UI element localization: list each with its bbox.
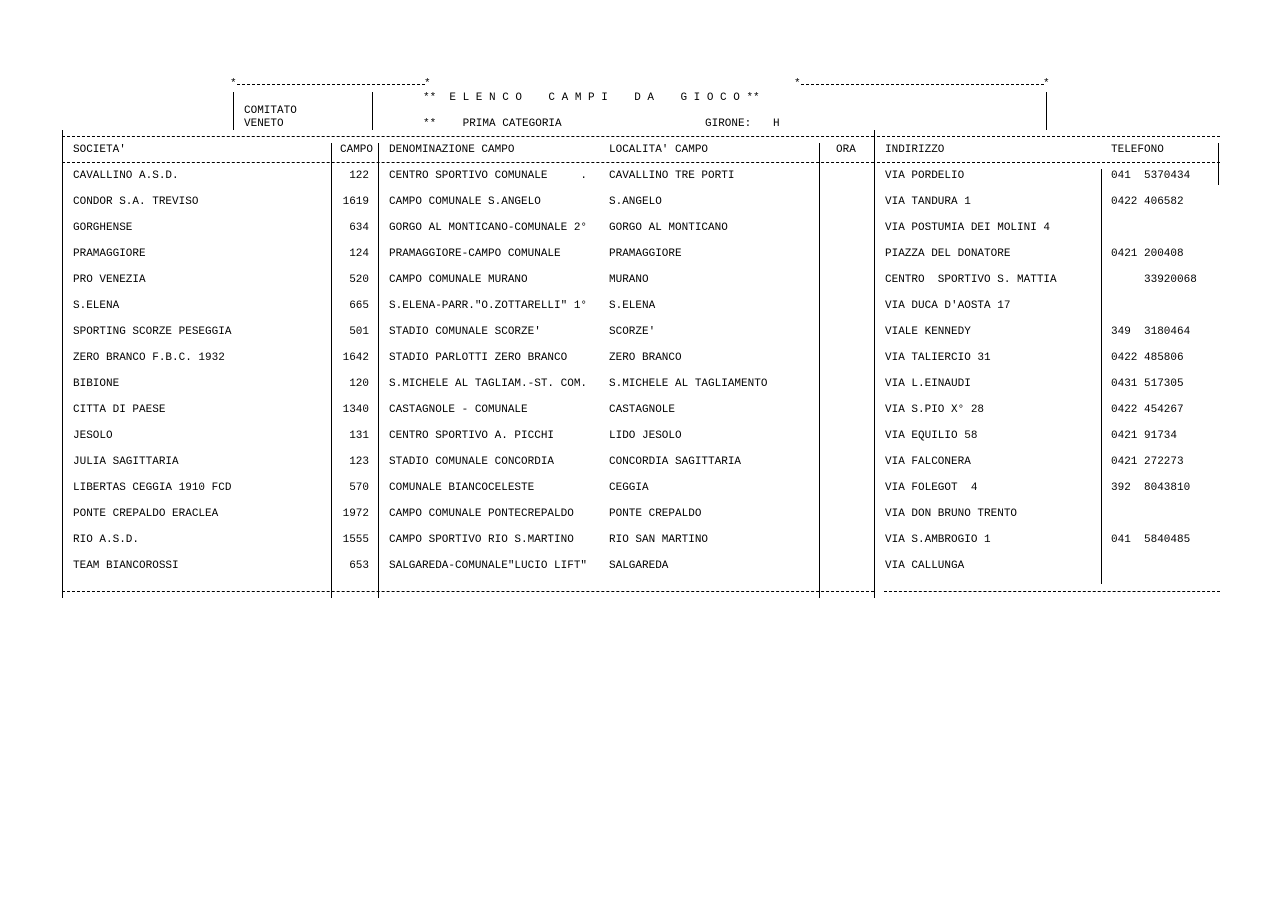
cell-campo: 123 xyxy=(349,456,369,468)
cell-indirizzo: VIA S.AMBROGIO 1 xyxy=(885,534,991,546)
cell-denominazione: S.ELENA-PARR."O.ZOTTARELLI" 1° xyxy=(389,300,588,312)
cell-campo: 1340 xyxy=(342,404,369,416)
cell-denominazione: CENTRO SPORTIVO A. PICCHI xyxy=(389,430,555,442)
cell-telefono: 0421 91734 xyxy=(1111,430,1178,442)
cell-localita: RIO SAN MARTINO xyxy=(609,534,709,546)
cell-societa: RIO A.S.D. xyxy=(73,534,140,546)
cell-localita: S.MICHELE AL TAGLIAMENTO xyxy=(609,378,768,390)
cell-denominazione: CASTAGNOLE - COMUNALE xyxy=(389,404,528,416)
col-header-campo: CAMPO xyxy=(340,144,374,156)
cell-indirizzo: VIA TALIERCIO 31 xyxy=(885,352,991,364)
girone-label: GIRONE: xyxy=(705,118,752,130)
cell-campo: 520 xyxy=(349,274,369,286)
cell-telefono: 0421 272273 xyxy=(1111,456,1184,468)
cell-indirizzo: VIA TANDURA 1 xyxy=(885,196,971,208)
table-top-rule xyxy=(62,136,874,137)
cell-campo: 131 xyxy=(349,430,369,442)
col-border-indirizzo xyxy=(1101,169,1102,584)
comitato-label: COMITATO xyxy=(244,105,297,117)
cell-campo: 1555 xyxy=(342,534,369,546)
cell-indirizzo: VIALE KENNEDY xyxy=(885,326,971,338)
cell-localita: CONCORDIA SAGITTARIA xyxy=(609,456,742,468)
cell-denominazione: STADIO COMUNALE CONCORDIA xyxy=(389,456,555,468)
cell-societa: ZERO BRANCO F.B.C. 1932 xyxy=(73,352,225,364)
cell-telefono: 0422 454267 xyxy=(1111,404,1184,416)
cell-societa: BIBIONE xyxy=(73,378,120,390)
cell-societa: PRO VENEZIA xyxy=(73,274,146,286)
cell-denominazione: CENTRO SPORTIVO COMUNALE . xyxy=(389,170,588,182)
cell-societa: CITTA DI PAESE xyxy=(73,404,166,416)
cell-indirizzo: VIA PORDELIO xyxy=(885,170,965,182)
table-top-rule-right xyxy=(877,136,1220,137)
comitato-region: VENETO xyxy=(244,118,284,130)
category-label: ** PRIMA CATEGORIA xyxy=(423,118,562,130)
cell-denominazione: S.MICHELE AL TAGLIAM.-ST. COM. xyxy=(389,378,588,390)
cell-campo: 634 xyxy=(349,222,369,234)
cell-indirizzo: VIA FOLEGOT 4 xyxy=(885,482,978,494)
col-border-ora xyxy=(874,130,875,598)
cell-localita: SALGAREDA xyxy=(609,560,669,572)
cell-denominazione: CAMPO COMUNALE S.ANGELO xyxy=(389,196,541,208)
cell-telefono: 041 5840485 xyxy=(1111,534,1191,546)
cell-denominazione: STADIO COMUNALE SCORZE' xyxy=(389,326,541,338)
header-bottom-rule xyxy=(62,162,874,163)
cell-indirizzo: VIA L.EINAUDI xyxy=(885,378,971,390)
cell-campo: 1619 xyxy=(342,196,369,208)
cell-campo: 570 xyxy=(349,482,369,494)
cell-denominazione: CAMPO COMUNALE PONTECREPALDO xyxy=(389,508,574,520)
cell-denominazione: COMUNALE BIANCOCELESTE xyxy=(389,482,535,494)
cell-localita: CASTAGNOLE xyxy=(609,404,676,416)
cell-campo: 1642 xyxy=(342,352,369,364)
col-header-telefono: TELEFONO xyxy=(1111,144,1164,156)
cell-telefono: 0421 200408 xyxy=(1111,248,1184,260)
cell-indirizzo: CENTRO SPORTIVO S. MATTIA xyxy=(885,274,1057,286)
cell-telefono: 041 5370434 xyxy=(1111,170,1191,182)
cell-telefono: 0422 485806 xyxy=(1111,352,1184,364)
col-border-campo xyxy=(378,143,379,598)
cell-indirizzo: VIA S.PIO X° 28 xyxy=(885,404,985,416)
cell-indirizzo: VIA FALCONERA xyxy=(885,456,971,468)
cell-localita: S.ELENA xyxy=(609,300,656,312)
cell-campo: 120 xyxy=(349,378,369,390)
col-header-indirizzo: INDIRIZZO xyxy=(885,144,945,156)
cell-denominazione: STADIO PARLOTTI ZERO BRANCO xyxy=(389,352,568,364)
cell-denominazione: CAMPO COMUNALE MURANO xyxy=(389,274,528,286)
cell-societa: TEAM BIANCOROSSI xyxy=(73,560,179,572)
cell-societa: JESOLO xyxy=(73,430,113,442)
header-bottom-rule-right xyxy=(877,162,1220,163)
page-title: ** E L E N C O C A M P I D A G I O C O ** xyxy=(423,92,760,104)
cell-campo: 665 xyxy=(349,300,369,312)
girone-value: H xyxy=(773,118,780,130)
header-top-rule-right xyxy=(801,84,1044,85)
header-right-border xyxy=(1046,92,1047,130)
cell-indirizzo: VIA CALLUNGA xyxy=(885,560,965,572)
cell-indirizzo: VIA EQUILIO 58 xyxy=(885,430,978,442)
header-left-border xyxy=(233,92,234,130)
cell-societa: LIBERTAS CEGGIA 1910 FCD xyxy=(73,482,232,494)
cell-campo: 124 xyxy=(349,248,369,260)
header-divider xyxy=(372,92,373,130)
corner-star: * xyxy=(424,78,431,90)
corner-star: * xyxy=(794,78,801,90)
col-border-societa xyxy=(331,143,332,598)
cell-societa: PRAMAGGIORE xyxy=(73,248,146,260)
cell-societa: PONTE CREPALDO ERACLEA xyxy=(73,508,219,520)
cell-telefono: 33920068 xyxy=(1111,274,1197,286)
cell-localita: CAVALLINO TRE PORTI xyxy=(609,170,735,182)
corner-star: * xyxy=(230,78,237,90)
col-border-left xyxy=(62,130,63,598)
cell-indirizzo: VIA DON BRUNO TRENTO xyxy=(885,508,1018,520)
cell-indirizzo: PIAZZA DEL DONATORE xyxy=(885,248,1011,260)
cell-denominazione: SALGAREDA-COMUNALE"LUCIO LIFT" xyxy=(389,560,588,572)
cell-indirizzo: VIA DUCA D'AOSTA 17 xyxy=(885,300,1011,312)
cell-societa: JULIA SAGITTARIA xyxy=(73,456,179,468)
cell-societa: SPORTING SCORZE PESEGGIA xyxy=(73,326,232,338)
cell-campo: 1972 xyxy=(342,508,369,520)
col-header-ora: ORA xyxy=(836,144,856,156)
col-header-societa: SOCIETA' xyxy=(73,144,126,156)
cell-localita: SCORZE' xyxy=(609,326,656,338)
header-top-rule-left xyxy=(237,84,425,85)
cell-denominazione: PRAMAGGIORE-CAMPO COMUNALE xyxy=(389,248,561,260)
cell-localita: PONTE CREPALDO xyxy=(609,508,702,520)
corner-star: * xyxy=(1043,78,1050,90)
cell-telefono: 0422 406582 xyxy=(1111,196,1184,208)
col-border-right xyxy=(1218,143,1219,185)
cell-denominazione: CAMPO SPORTIVO RIO S.MARTINO xyxy=(389,534,574,546)
col-border-localita xyxy=(819,143,820,598)
cell-campo: 122 xyxy=(349,170,369,182)
cell-localita: S.ANGELO xyxy=(609,196,662,208)
table-bottom-rule xyxy=(62,591,874,592)
cell-localita: GORGO AL MONTICANO xyxy=(609,222,728,234)
cell-societa: S.ELENA xyxy=(73,300,120,312)
cell-telefono: 349 3180464 xyxy=(1111,326,1191,338)
col-header-localita: LOCALITA' CAMPO xyxy=(609,144,709,156)
cell-societa: GORGHENSE xyxy=(73,222,133,234)
col-header-denominazione: DENOMINAZIONE CAMPO xyxy=(389,144,515,156)
cell-telefono: 0431 517305 xyxy=(1111,378,1184,390)
cell-localita: ZERO BRANCO xyxy=(609,352,682,364)
cell-localita: CEGGIA xyxy=(609,482,649,494)
cell-telefono: 392 8043810 xyxy=(1111,482,1191,494)
cell-societa: CAVALLINO A.S.D. xyxy=(73,170,179,182)
cell-localita: MURANO xyxy=(609,274,649,286)
cell-denominazione: GORGO AL MONTICANO-COMUNALE 2° xyxy=(389,222,588,234)
table-bottom-rule-right xyxy=(884,591,1220,592)
cell-societa: CONDOR S.A. TREVISO xyxy=(73,196,199,208)
cell-campo: 501 xyxy=(349,326,369,338)
cell-campo: 653 xyxy=(349,560,369,572)
cell-localita: LIDO JESOLO xyxy=(609,430,682,442)
cell-localita: PRAMAGGIORE xyxy=(609,248,682,260)
cell-indirizzo: VIA POSTUMIA DEI MOLINI 4 xyxy=(885,222,1051,234)
